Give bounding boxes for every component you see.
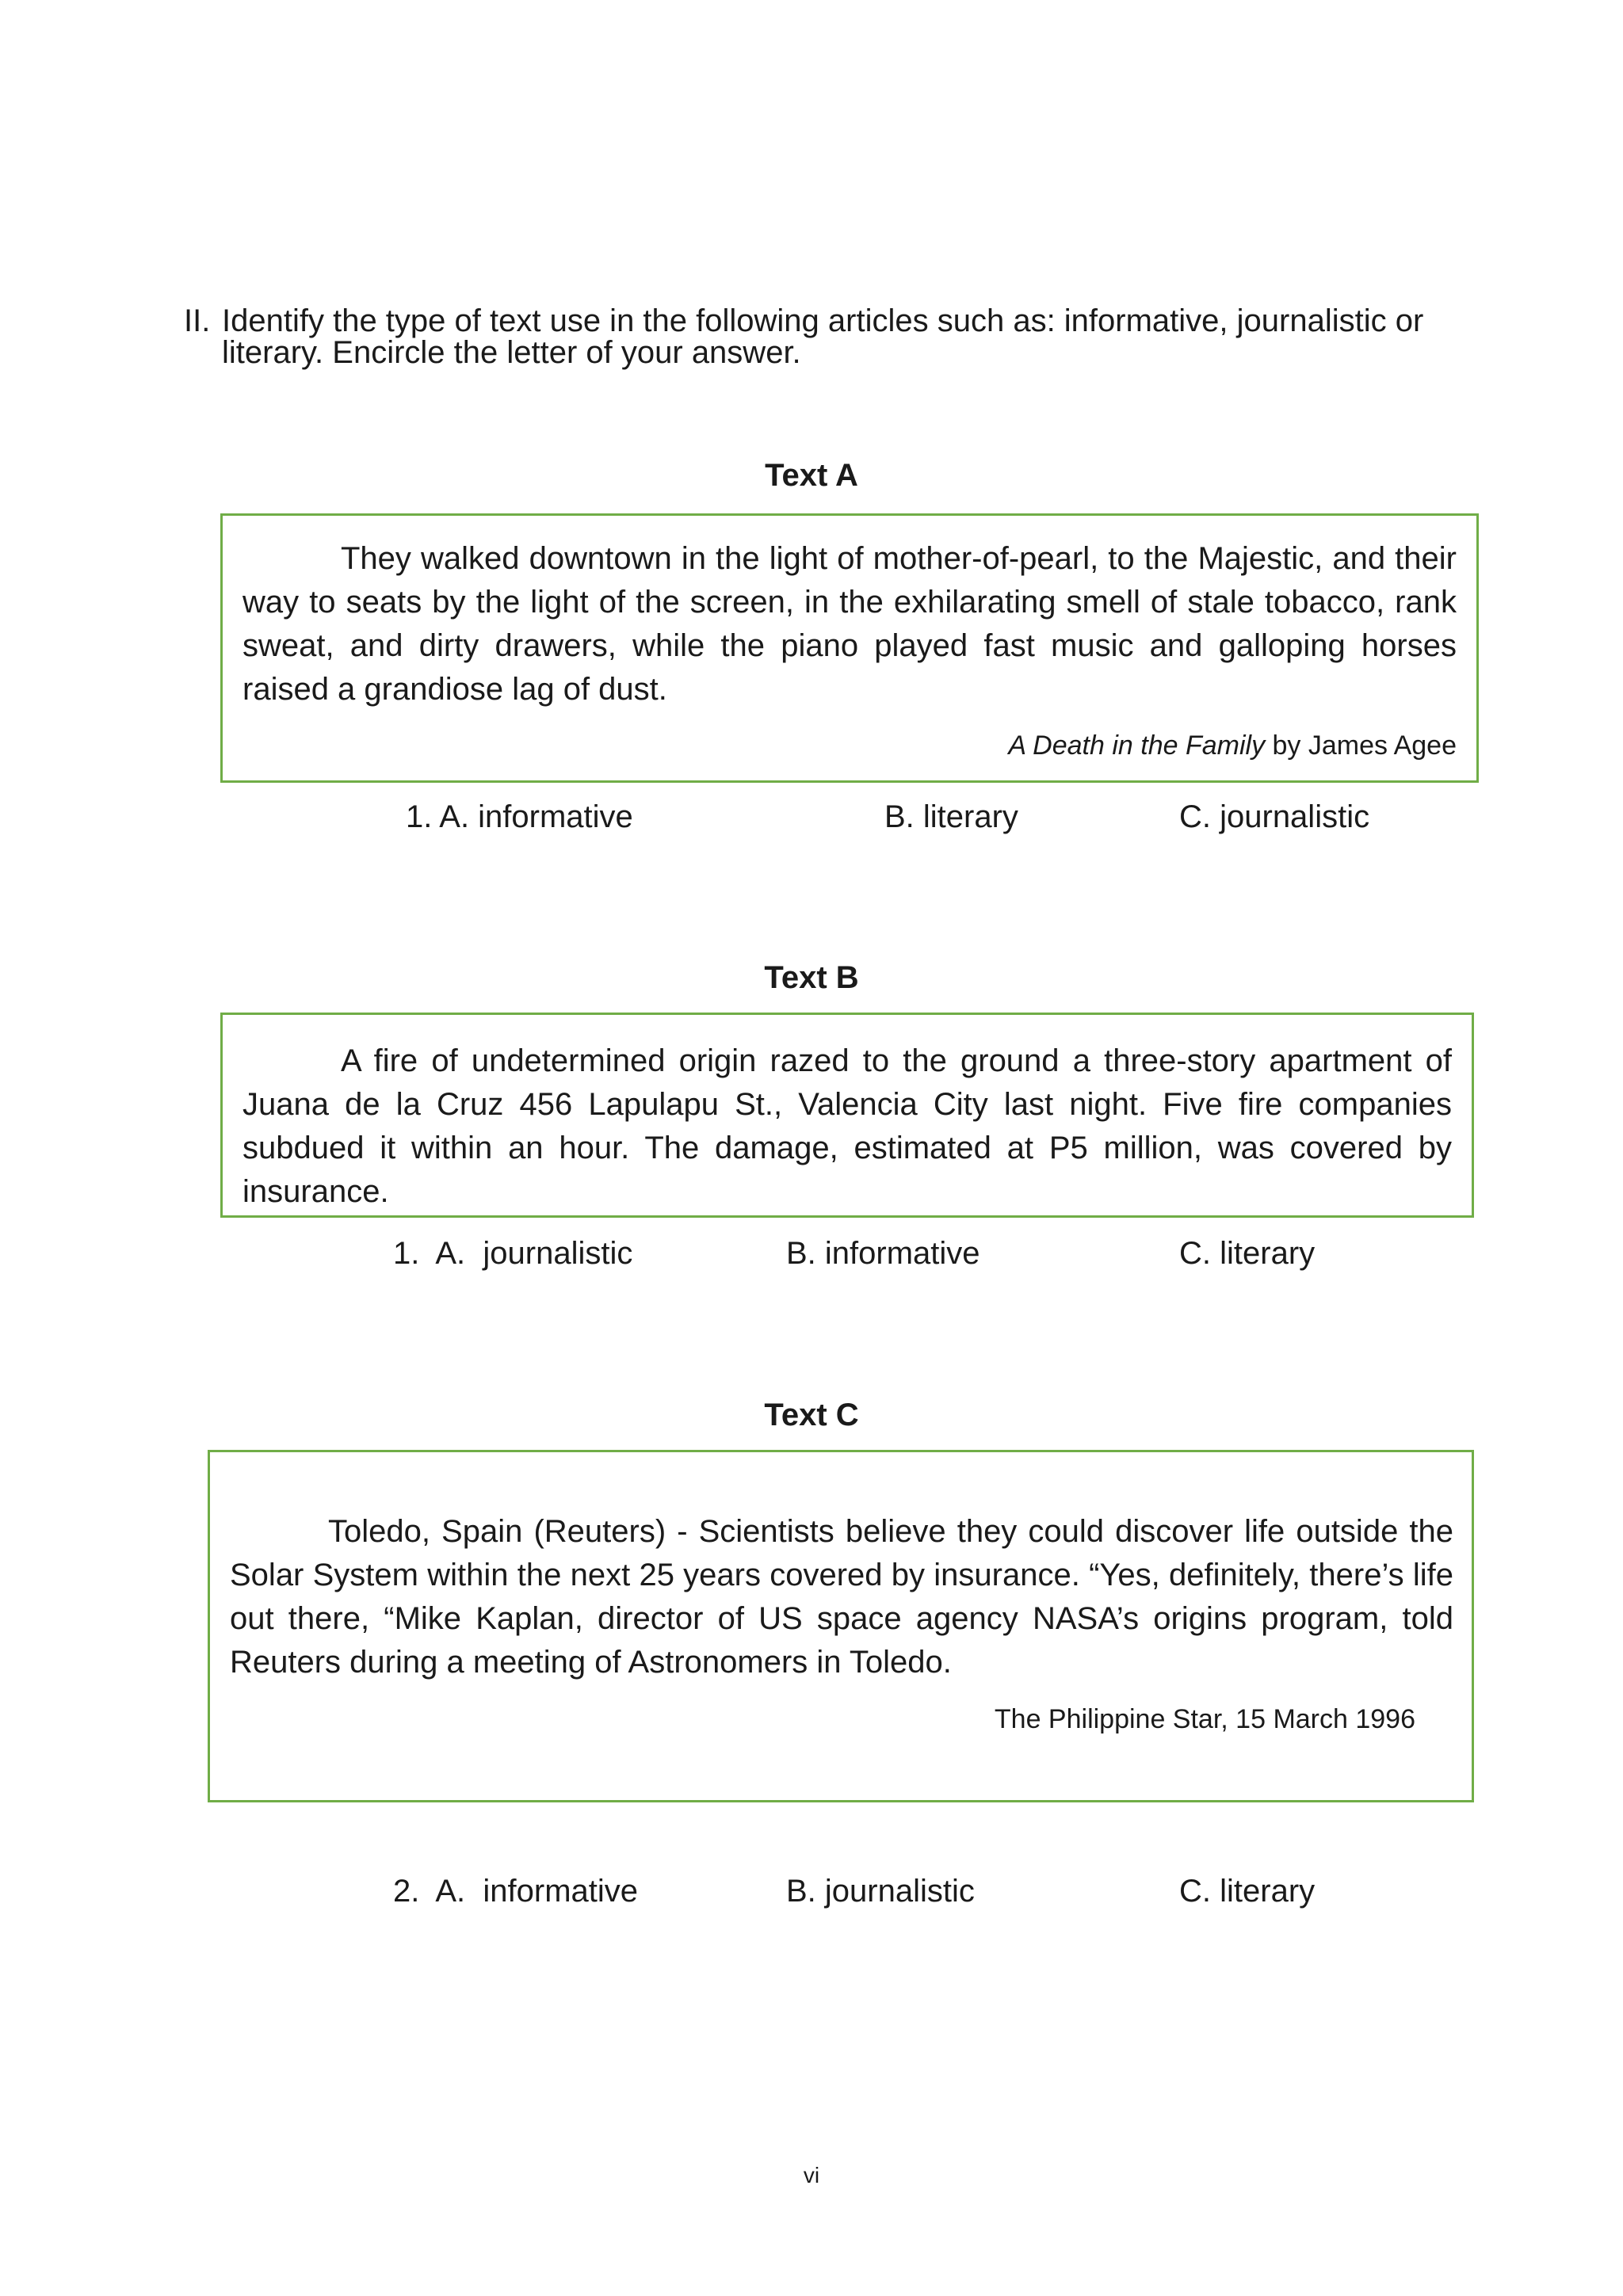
instruction-text: Identify the type of text use in the following articles such as: informative, journalistic or literary. Encircle the letter of your answer. bbox=[222, 303, 1424, 370]
text-b-body: A fire of undetermined origin razed to the ground a three-story apartment of Juana de la Cruz 456 Lapulapu St., Valencia City last night. Five fire companies subdued it within an hour. The damage, estimated at P5 million, was covered by insurance. bbox=[242, 1043, 1452, 1209]
text-a-body: They walked downtown in the light of mother-of-pearl, to the Majestic, and their way to seats by the light of the screen, in the exhilarating smell of stale tobacco, rank sweat, and dirty drawers, while the piano played fast music and galloping horses raised a grandiose lag of dust. bbox=[242, 541, 1457, 707]
text-c-source: The Philippine Star, 15 March 1996 bbox=[994, 1704, 1415, 1734]
text-b-choice-c[interactable]: C. literary bbox=[1179, 1236, 1316, 1271]
instruction-number: II. bbox=[184, 303, 211, 338]
instruction bbox=[184, 305, 1484, 368]
text-c-choice-b[interactable]: B. journalistic bbox=[786, 1874, 975, 1909]
text-b-choice-b[interactable]: B. informative bbox=[786, 1236, 980, 1271]
text-a-heading: Text A bbox=[765, 458, 858, 493]
text-b-heading: Text B bbox=[764, 960, 859, 995]
text-c-heading: Text C bbox=[764, 1398, 859, 1432]
page-number: vi bbox=[803, 2163, 820, 2187]
text-c-body: Toledo, Spain (Reuters) - Scientists believe they could discover life outside the Solar System within the next 25 years covered by insurance. “Yes, definitely, there’s life out there, “Mike Kaplan, director of US space agency NASA’s origins program, told Reuters during a meeting of Astronomers in Toledo. bbox=[230, 1514, 1453, 1680]
text-a-source-title: A Death in the Family bbox=[1008, 730, 1266, 761]
text-c-choice-a[interactable]: 2. A. informative bbox=[393, 1874, 639, 1909]
text-a-choice-a[interactable]: 1. A. informative bbox=[406, 799, 633, 834]
text-a-choice-c[interactable]: C. journalistic bbox=[1179, 799, 1370, 834]
text-a-choice-b[interactable]: B. literary bbox=[884, 799, 1018, 834]
text-a-source-author: by James Agee bbox=[1265, 730, 1457, 761]
text-b-choice-a[interactable]: 1. A. journalistic bbox=[393, 1236, 633, 1271]
text-c-choice-c[interactable]: C. literary bbox=[1179, 1874, 1316, 1909]
text-a-source bbox=[242, 730, 1457, 761]
